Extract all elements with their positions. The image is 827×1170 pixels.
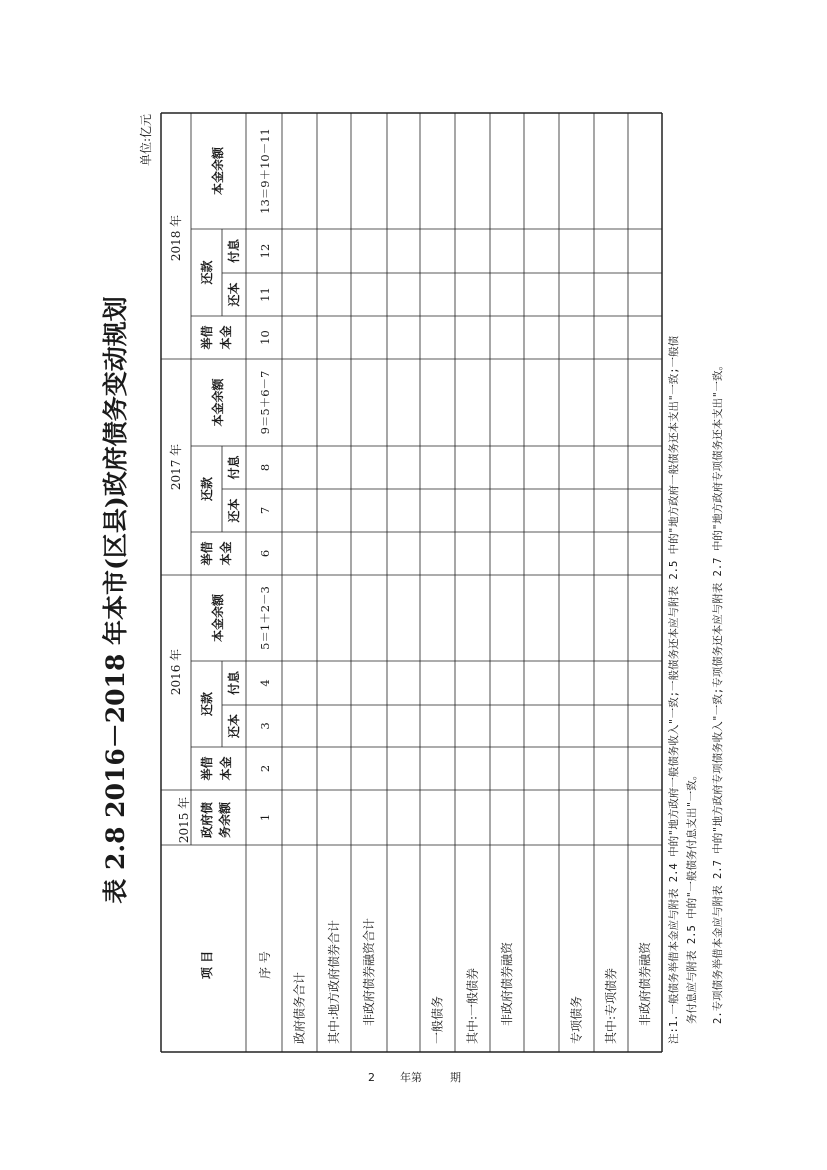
table-row-label: 非政府债券融资	[638, 941, 652, 1026]
table-row-label: 一般债务	[430, 995, 445, 1044]
header-debt-balance-1: 政府债	[200, 801, 214, 839]
note-line-3: 2.专项债务举借本金应与附表 2.7 中的"地方政府专项债务收入"一致;专项债务还本应与附表 2.7 中的"地方政府专项债务还本支出"一致。	[712, 360, 724, 1024]
table-row-label: 专项债务	[569, 995, 584, 1044]
header-interest-2: 付息	[227, 455, 241, 480]
header-balance-1: 本金余额	[211, 593, 225, 643]
header-borrow-2: 举借	[200, 541, 214, 566]
header-borrow-1: 举借	[200, 756, 214, 781]
table-row-label: 非政府债券融资合计	[362, 917, 376, 1026]
table-row-label: 其中:专项债券	[604, 967, 618, 1044]
index-cell-8: 8	[258, 463, 272, 472]
index-cell-11: 11	[258, 287, 272, 302]
header-repay-2: 还款	[200, 476, 214, 502]
header-2017: 2017 年	[169, 443, 183, 491]
header-balance-2: 本金余额	[211, 378, 225, 427]
index-cell-4: 4	[258, 679, 272, 687]
header-borrow-2-b: 本金	[219, 541, 233, 566]
index-row	[257, 128, 272, 979]
header-balance-3: 本金余额	[211, 146, 225, 196]
header-interest-3: 付息	[227, 238, 241, 264]
row-labels	[292, 918, 653, 1044]
index-cell-6: 6	[258, 549, 272, 558]
note-line-1: 注:1.一般债务举借本金应与附表 2.4 中的"地方政府一般债务收入"一致;一般债务还本应与附表 2.5 中的"地方政府一般债务还本支出"一致;一般债	[668, 335, 680, 1044]
unit-label: 单位:亿元	[139, 113, 153, 167]
index-cell-3: 3	[258, 722, 272, 730]
table-row-label: 非政府债券融资	[500, 941, 514, 1026]
index-cell-2: 2	[258, 764, 272, 773]
index-cell-10: 10	[258, 330, 272, 345]
header-borrow-3-b: 本金	[219, 325, 233, 350]
index-cell-7: 7	[258, 506, 272, 515]
header-principal-3: 还本	[227, 282, 241, 307]
header-interest-1: 付息	[227, 670, 241, 696]
page-footer	[368, 1070, 461, 1084]
index-cell-9: 9＝5＋6－7	[258, 370, 272, 435]
index-row-label: 序 号	[258, 951, 272, 979]
table-notes	[667, 335, 724, 1044]
header-principal-2: 还本	[227, 498, 241, 523]
index-cell-5: 5＝1＋2－3	[258, 586, 272, 650]
index-cell-12: 12	[258, 243, 272, 259]
header-item: 项 目	[200, 950, 214, 980]
header-repay-1: 还款	[200, 691, 214, 717]
index-cell-13: 13＝9＋10－11	[258, 128, 272, 214]
table-header	[168, 146, 241, 979]
footer-issue: 期	[450, 1071, 461, 1084]
header-2015: 2015 年	[177, 796, 191, 844]
table-row-label: 其中:一般债券	[465, 967, 480, 1044]
table-row-label: 其中:地方政府债券合计	[327, 919, 341, 1044]
footer-year: 年第	[400, 1071, 422, 1084]
header-repay-3: 还款	[200, 260, 214, 285]
header-2016: 2016 年	[169, 648, 183, 696]
table-row-label: 政府债务合计	[292, 971, 307, 1044]
footer-page-number: 2	[368, 1071, 375, 1084]
page-title: 表 2.8 2016－2018 年本市(区县)政府债务变动规划	[101, 296, 130, 904]
header-debt-balance-2: 务余额	[218, 801, 232, 839]
header-2018: 2018 年	[169, 214, 183, 262]
header-borrow-1-b: 本金	[219, 756, 233, 781]
index-cell-1: 1	[258, 813, 272, 822]
header-borrow-3: 举借	[200, 325, 214, 350]
header-principal-1: 还本	[227, 713, 241, 739]
note-line-2: 务付息应与附表 2.5 中的"一般债务付息支出"一致。	[686, 769, 698, 1024]
